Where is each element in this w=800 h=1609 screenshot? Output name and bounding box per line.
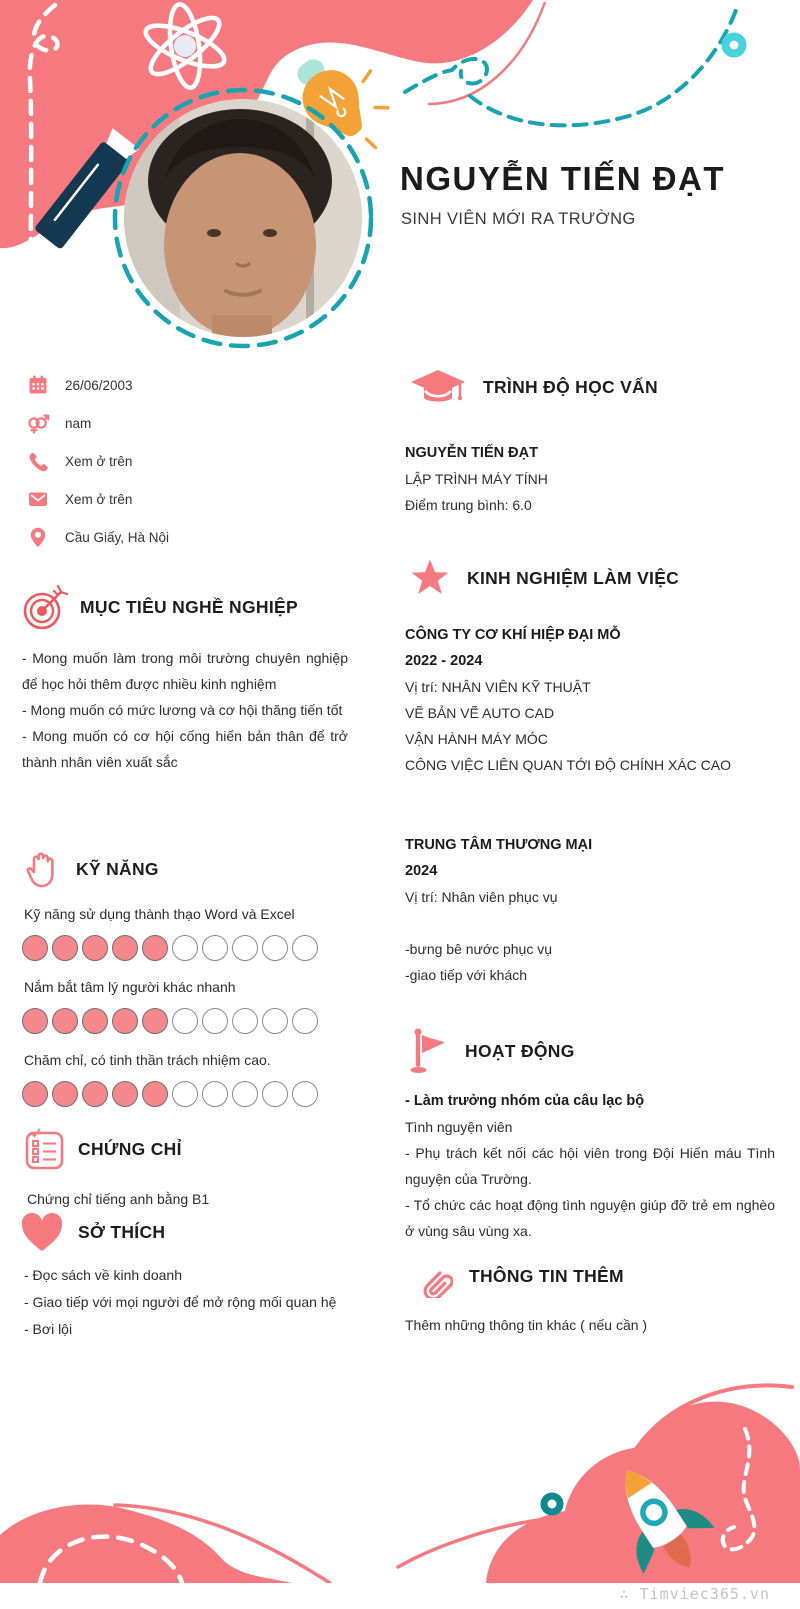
hand-icon <box>22 846 64 892</box>
contact-info <box>26 366 348 556</box>
job-line: Vị trí: NHÂN VIÊN KỸ THUẬT <box>405 679 591 695</box>
activities-header <box>405 1026 775 1076</box>
phone-value: Xem ở trên <box>65 453 133 469</box>
hobby-item: - Giao tiếp với mọi người để mở rộng mối quan hệ <box>24 1294 337 1310</box>
profile-photo <box>110 85 376 351</box>
skill-rating <box>22 935 348 961</box>
contact-row-gender <box>26 404 348 442</box>
gender-value: nam <box>65 415 92 431</box>
hobbies-header <box>18 1210 348 1254</box>
skill-dot <box>202 1081 228 1107</box>
education-gpa: Điểm trung bình: 6.0 <box>405 497 532 513</box>
checklist-icon <box>22 1126 66 1172</box>
objective-header <box>22 583 348 631</box>
activity-line: - Phụ trách kết nối các hội viên trong Đội Hiến máu Tình nguyện của Trường. <box>405 1145 775 1187</box>
job-line: CÔNG VIỆC LIÊN QUAN TỚI ĐỘ CHÍNH XÁC CAO <box>405 757 732 773</box>
skill-dot <box>142 1008 168 1034</box>
skill-dot <box>172 1081 198 1107</box>
objective-line: - Mong muốn có cơ hội cống hiến bản thân để trở thành nhân viên xuất sắc <box>22 728 348 770</box>
skill-label: Nắm bắt tâm lý người khác nhanh <box>24 979 236 995</box>
additional-title: THÔNG TIN THÊM <box>469 1265 624 1286</box>
skill-dot <box>82 935 108 961</box>
phone-icon <box>26 449 50 473</box>
section-hobbies <box>18 1210 348 1343</box>
flag-icon <box>409 1026 449 1076</box>
skill-dot <box>172 1008 198 1034</box>
job-line: VẬN HÀNH MÁY MÓC <box>405 731 548 747</box>
mail-icon <box>26 487 50 511</box>
skill-dot <box>262 935 288 961</box>
address-value: Cầu Giấy, Hà Nội <box>65 529 170 545</box>
portrait-image <box>110 85 376 351</box>
education-title: TRÌNH ĐỘ HỌC VẤN <box>483 376 658 397</box>
skill-dot <box>202 1008 228 1034</box>
skill-dot <box>82 1008 108 1034</box>
job-entry <box>405 622 773 778</box>
job-period: 2022 - 2024 <box>405 653 483 669</box>
section-experience <box>405 558 773 988</box>
skills-title: KỸ NĂNG <box>76 858 159 879</box>
skill-dot <box>52 935 78 961</box>
skill-dot <box>232 1081 258 1107</box>
section-activities <box>405 1026 775 1244</box>
bottom-decoration <box>0 1329 800 1583</box>
certificates-header <box>22 1126 348 1172</box>
objective-title: MỤC TIÊU NGHỀ NGHIỆP <box>80 596 298 617</box>
job-line: Vị trí: Nhân viên phục vụ <box>405 889 558 905</box>
skill-dot <box>262 1081 288 1107</box>
job-line: -bưng bê nước phục vụ <box>405 941 553 957</box>
section-certificates <box>22 1126 348 1212</box>
birthday-value: 26/06/2003 <box>65 377 133 393</box>
skill-dot <box>52 1008 78 1034</box>
skill-dot <box>142 1081 168 1107</box>
job-period: 2024 <box>405 863 438 879</box>
skill-dot <box>112 1008 138 1034</box>
objective-line: - Mong muốn có mức lương và cơ hội thăng tiến tốt <box>22 702 343 718</box>
watermark: ∴ Timviec365.vn <box>619 1585 770 1603</box>
hobbies-title: SỞ THÍCH <box>78 1221 166 1242</box>
education-name: NGUYỄN TIẾN ĐẠT <box>405 445 538 461</box>
candidate-subtitle: SINH VIÊN MỚI RA TRƯỜNG <box>401 210 636 228</box>
section-skills <box>22 846 348 1107</box>
skill-dot <box>292 1008 318 1034</box>
job-company: TRUNG TÂM THƯƠNG MẠI <box>405 837 593 853</box>
gender-icon <box>26 411 50 435</box>
job-entry <box>405 832 773 988</box>
contact-row-birthday <box>26 366 348 404</box>
activities-title: HOẠT ĐỘNG <box>465 1040 575 1061</box>
skill-rating <box>22 1081 348 1107</box>
calendar-icon <box>26 373 50 397</box>
certificate-text: Chứng chỉ tiếng anh bằng B1 <box>27 1191 210 1207</box>
skill-dot <box>292 1081 318 1107</box>
skill-dot <box>262 1008 288 1034</box>
graduation-cap-icon <box>409 366 467 408</box>
skill-dot <box>112 1081 138 1107</box>
section-objective <box>22 583 348 775</box>
objective-body <box>22 645 348 775</box>
skills-header <box>22 846 348 892</box>
contact-row-address <box>26 518 348 556</box>
skill-label: Kỹ năng sử dụng thành thạo Word và Excel <box>24 906 295 922</box>
skill-dot <box>202 935 228 961</box>
paperclip-icon <box>409 1254 453 1298</box>
skill-dot <box>22 935 48 961</box>
skill-label: Chăm chỉ, có tinh thần trách nhiệm cao. <box>24 1052 271 1068</box>
education-header <box>405 366 773 408</box>
skill-rating <box>22 1008 348 1034</box>
skill-dot <box>22 1081 48 1107</box>
teal-donut-icon <box>726 37 743 54</box>
certificates-title: CHỨNG CHỈ <box>78 1138 182 1159</box>
education-body <box>405 440 773 518</box>
job-line: VẼ BẢN VẼ AUTO CAD <box>405 705 555 721</box>
job-line: -giao tiếp với khách <box>405 967 528 983</box>
email-value: Xem ở trên <box>65 491 133 507</box>
additional-header <box>405 1254 773 1298</box>
target-icon <box>22 583 68 631</box>
activities-body <box>405 1088 775 1244</box>
star-icon <box>409 558 451 598</box>
skill-dot <box>232 1008 258 1034</box>
contact-row-phone <box>26 442 348 480</box>
objective-line: - Mong muốn làm trong môi trường chuyên nghiệp để học hỏi thêm được nhiều kinh nghiệm <box>22 650 348 692</box>
skill-dot <box>22 1008 48 1034</box>
location-icon <box>26 525 50 549</box>
heart-icon <box>18 1210 66 1254</box>
experience-title: KINH NGHIỆM LÀM VIỆC <box>467 567 680 588</box>
activity-line: Tình nguyện viên <box>405 1119 513 1135</box>
skill-dot <box>82 1081 108 1107</box>
candidate-name: NGUYỄN TIẾN ĐẠT <box>400 160 726 197</box>
activity-line: - Tổ chức các hoạt động tình nguyện giúp đỡ trẻ em nghèo ở vùng sâu vùng xa. <box>405 1197 775 1239</box>
skill-dot <box>232 935 258 961</box>
skill-dot <box>112 935 138 961</box>
hobby-item: - Bơi lội <box>24 1321 73 1337</box>
experience-header <box>405 558 773 598</box>
hobby-item: - Đọc sách về kinh doanh <box>24 1267 182 1283</box>
additional-text: Thêm những thông tin khác ( nếu cần ) <box>405 1317 648 1333</box>
section-additional-info <box>405 1254 773 1338</box>
job-company: CÔNG TY CƠ KHÍ HIỆP ĐẠI MỖ <box>405 627 621 643</box>
skill-dot <box>172 935 198 961</box>
skill-dot <box>292 935 318 961</box>
skill-dot <box>142 935 168 961</box>
activity-line: - Làm trưởng nhóm của câu lạc bộ <box>405 1093 645 1109</box>
skill-dot <box>52 1081 78 1107</box>
teal-donut-icon <box>544 1496 560 1512</box>
section-education <box>405 366 773 518</box>
contact-row-email <box>26 480 348 518</box>
education-major: LẬP TRÌNH MÁY TÍNH <box>405 471 548 487</box>
